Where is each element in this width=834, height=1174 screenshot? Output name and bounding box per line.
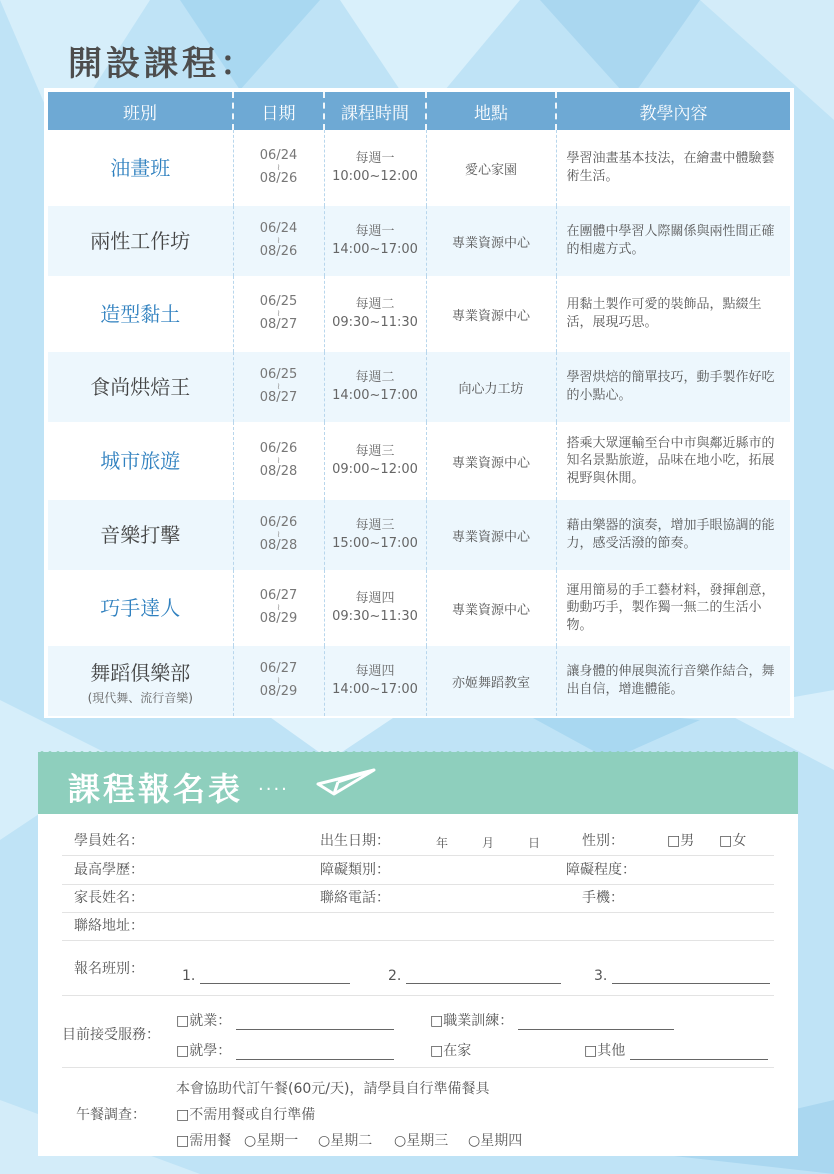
table-row [48, 130, 790, 206]
course-time-cell [324, 352, 426, 422]
course-table [48, 92, 790, 716]
course-description: 在團體中學習人際關係與兩性間正確的相處方式。 [566, 224, 775, 257]
course-hours: 14:00~17:00 [332, 242, 418, 257]
course-name-cell [48, 500, 233, 570]
course-table-card [44, 88, 794, 718]
table-header-row [48, 92, 790, 130]
date-range-separator: ≀ [276, 603, 281, 613]
parent-name-label: 家長姓名： [74, 890, 144, 906]
course-weekday: 每週三 [355, 444, 395, 460]
class-choice-2-number: 2. [388, 968, 402, 984]
date-range-separator: ≀ [276, 236, 281, 246]
header-time: 課程時間 [324, 92, 426, 130]
course-description: 用黏土製作可愛的裝飾品，點綴生活，展現巧思。 [566, 297, 762, 330]
class-choice-label: 報名班別： [74, 961, 144, 977]
header-class: 班別 [48, 92, 233, 130]
course-start-date: 06/26 [259, 441, 298, 457]
course-hours: 09:30~11:30 [332, 315, 418, 330]
course-hours: 15:00~17:00 [332, 536, 418, 551]
mobile-label: 手機： [582, 890, 624, 906]
course-name: 巧手達人 [100, 596, 181, 620]
course-end-date: 08/27 [259, 317, 298, 332]
course-name: 造型黏土 [100, 302, 181, 326]
schooling-blank[interactable] [236, 1046, 394, 1060]
day-label: 日 [528, 836, 541, 850]
course-weekday: 每週四 [355, 591, 395, 607]
course-date-cell [233, 352, 324, 422]
course-weekday: 每週二 [355, 297, 395, 313]
header-place: 地點 [426, 92, 556, 130]
course-date-cell [233, 500, 324, 570]
course-hours: 14:00~17:00 [332, 388, 418, 403]
course-start-date: 06/27 [259, 661, 298, 677]
class-choice-2-blank[interactable] [406, 970, 561, 984]
course-time-cell [324, 422, 426, 500]
course-start-date: 06/24 [259, 221, 298, 237]
form-row-lunch [62, 1076, 774, 1154]
course-start-date: 06/27 [259, 588, 298, 604]
gender-label: 性別： [582, 833, 624, 849]
employment-checkbox[interactable]: □就業： [176, 1013, 232, 1029]
course-name: 城市旅遊 [100, 449, 181, 473]
course-name: 食尚烘焙王 [90, 375, 191, 399]
class-choice-3-number: 3. [594, 968, 608, 984]
employment-blank[interactable] [236, 1016, 394, 1030]
header-date: 日期 [233, 92, 324, 130]
class-choice-1-number: 1. [182, 968, 196, 984]
table-row [48, 422, 790, 500]
class-choice-1-blank[interactable] [200, 970, 350, 984]
form-row-services [62, 1004, 774, 1068]
address-label: 聯絡地址： [74, 918, 144, 934]
form-row-classes [62, 958, 774, 996]
course-date-cell [233, 206, 324, 276]
course-place: 亦姬舞蹈教室 [426, 646, 556, 716]
lunch-thursday-radio[interactable]: ○星期四 [468, 1133, 523, 1149]
course-hours: 09:00~12:00 [332, 462, 418, 477]
course-time-cell [324, 646, 426, 716]
course-name-cell [48, 422, 233, 500]
course-name: 兩性工作坊 [90, 229, 191, 253]
table-row [48, 500, 790, 570]
form-row-education [62, 859, 774, 885]
other-checkbox[interactable]: □其他 [584, 1043, 626, 1059]
birth-date-label: 出生日期： [320, 833, 390, 849]
date-range-separator: ≀ [276, 382, 281, 392]
course-place: 專業資源中心 [426, 206, 556, 276]
at-home-checkbox[interactable]: □在家 [430, 1043, 472, 1059]
course-end-date: 08/26 [259, 244, 298, 259]
course-time-cell [324, 500, 426, 570]
course-place: 專業資源中心 [426, 276, 556, 352]
form-row-student [62, 830, 774, 856]
form-row-parent [62, 887, 774, 913]
course-place: 愛心家園 [426, 130, 556, 206]
course-description: 學習烘焙的簡單技巧，動手製作好吃的小點心。 [566, 370, 775, 403]
course-start-date: 06/24 [259, 148, 298, 164]
course-weekday: 每週四 [355, 664, 395, 680]
date-range-separator: ≀ [276, 456, 281, 466]
course-end-date: 08/29 [259, 684, 298, 699]
job-training-option[interactable] [430, 1010, 674, 1030]
lunch-label: 午餐調查： [76, 1107, 146, 1123]
lunch-monday-radio[interactable]: ○星期一 [244, 1133, 299, 1149]
month-label: 月 [482, 836, 495, 850]
lunch-no-checkbox[interactable]: □不需用餐或自行準備 [176, 1107, 316, 1123]
table-row [48, 570, 790, 646]
course-weekday: 每週三 [355, 518, 395, 534]
header-content: 教學內容 [556, 92, 790, 130]
schooling-checkbox[interactable]: □就學： [176, 1043, 232, 1059]
course-weekday: 每週一 [355, 151, 395, 167]
course-time-cell [324, 570, 426, 646]
course-time-cell [324, 276, 426, 352]
page-title: 開設課程： [68, 44, 258, 84]
course-description: 讓身體的伸展與流行音樂作結合，舞出自信，增進體能。 [566, 664, 775, 697]
date-range-separator: ≀ [276, 163, 281, 173]
course-weekday: 每週二 [355, 370, 395, 386]
course-end-date: 08/28 [259, 538, 298, 553]
course-start-date: 06/25 [259, 294, 298, 310]
course-date-cell [233, 570, 324, 646]
female-checkbox[interactable]: □女 [719, 833, 747, 849]
course-date-cell [233, 646, 324, 716]
course-end-date: 08/26 [259, 171, 298, 186]
form-title-dots: .... [258, 774, 289, 795]
course-hours: 10:00~12:00 [332, 169, 418, 184]
banner-scallop-edge [38, 746, 798, 756]
date-range-separator: ≀ [276, 676, 281, 686]
course-name: 舞蹈俱樂部 [90, 660, 191, 685]
job-training-blank[interactable] [518, 1016, 674, 1030]
course-name-cell [48, 570, 233, 646]
disability-type-label: 障礙類別： [320, 862, 390, 878]
form-title: 課程報名表 [68, 770, 244, 808]
phone-label: 聯絡電話： [320, 890, 390, 906]
course-name-cell [48, 646, 233, 716]
lunch-tuesday-radio[interactable]: ○星期二 [318, 1133, 373, 1149]
course-start-date: 06/26 [259, 515, 298, 531]
course-place: 專業資源中心 [426, 500, 556, 570]
date-range-separator: ≀ [276, 530, 281, 540]
table-row [48, 276, 790, 352]
lunch-wednesday-radio[interactable]: ○星期三 [394, 1133, 449, 1149]
course-weekday: 每週一 [355, 224, 395, 240]
course-description: 學習油畫基本技法，在繪畫中體驗藝術生活。 [566, 151, 775, 184]
course-place: 向心力工坊 [426, 352, 556, 422]
course-description: 搭乘大眾運輸至台中市與鄰近縣市的知名景點旅遊，品味在地小吃，拓展視野與休閒。 [566, 435, 775, 486]
course-date-cell [233, 130, 324, 206]
schooling-option[interactable] [176, 1040, 394, 1060]
course-time-cell [324, 130, 426, 206]
disability-level-label: 障礙程度： [566, 862, 636, 878]
student-name-label: 學員姓名： [74, 833, 144, 849]
course-name-cell [48, 206, 233, 276]
course-place: 專業資源中心 [426, 570, 556, 646]
other-option[interactable] [584, 1040, 768, 1060]
course-name: 油畫班 [110, 156, 171, 180]
class-choice-1[interactable] [182, 968, 350, 984]
lunch-note: 本會協助代訂午餐(60元/天)，請學員自行準備餐具 [176, 1081, 490, 1097]
form-row-address [62, 915, 774, 941]
lunch-yes-checkbox[interactable]: □需用餐 [176, 1133, 232, 1149]
course-description: 藉由樂器的演奏，增加手眼協調的能力，感受活潑的節奏。 [566, 518, 775, 551]
class-choice-3-blank[interactable] [612, 970, 770, 984]
course-start-date: 06/25 [259, 367, 298, 383]
course-time-cell [324, 206, 426, 276]
table-row [48, 352, 790, 422]
form-banner [38, 752, 798, 814]
paper-plane-icon [316, 764, 376, 796]
year-label: 年 [436, 836, 449, 850]
course-end-date: 08/27 [259, 390, 298, 405]
services-label: 目前接受服務： [62, 1027, 160, 1043]
course-end-date: 08/29 [259, 611, 298, 626]
course-name-cell [48, 352, 233, 422]
employment-option[interactable] [176, 1010, 394, 1030]
course-description: 運用簡易的手工藝材料，發揮創意，動動巧手，製作獨一無二的生活小物。 [566, 582, 775, 633]
date-range-separator: ≀ [276, 309, 281, 319]
course-hours: 09:30~11:30 [332, 609, 418, 624]
course-end-date: 08/28 [259, 464, 298, 479]
registration-form [38, 752, 798, 1156]
other-blank[interactable] [630, 1046, 768, 1060]
course-place: 專業資源中心 [426, 422, 556, 500]
course-name-cell [48, 130, 233, 206]
male-checkbox[interactable]: □男 [667, 833, 695, 849]
table-row [48, 646, 790, 716]
course-date-cell [233, 276, 324, 352]
table-row [48, 206, 790, 276]
course-date-cell [233, 422, 324, 500]
course-subtitle: (現代舞、流行音樂) [87, 690, 193, 705]
course-name-cell [48, 276, 233, 352]
class-choice-2[interactable] [388, 968, 561, 984]
class-choice-3[interactable] [594, 968, 770, 984]
education-label: 最高學歷： [74, 862, 144, 878]
course-name: 音樂打擊 [100, 523, 181, 547]
job-training-checkbox[interactable]: □職業訓練： [430, 1013, 514, 1029]
course-hours: 14:00~17:00 [332, 682, 418, 697]
